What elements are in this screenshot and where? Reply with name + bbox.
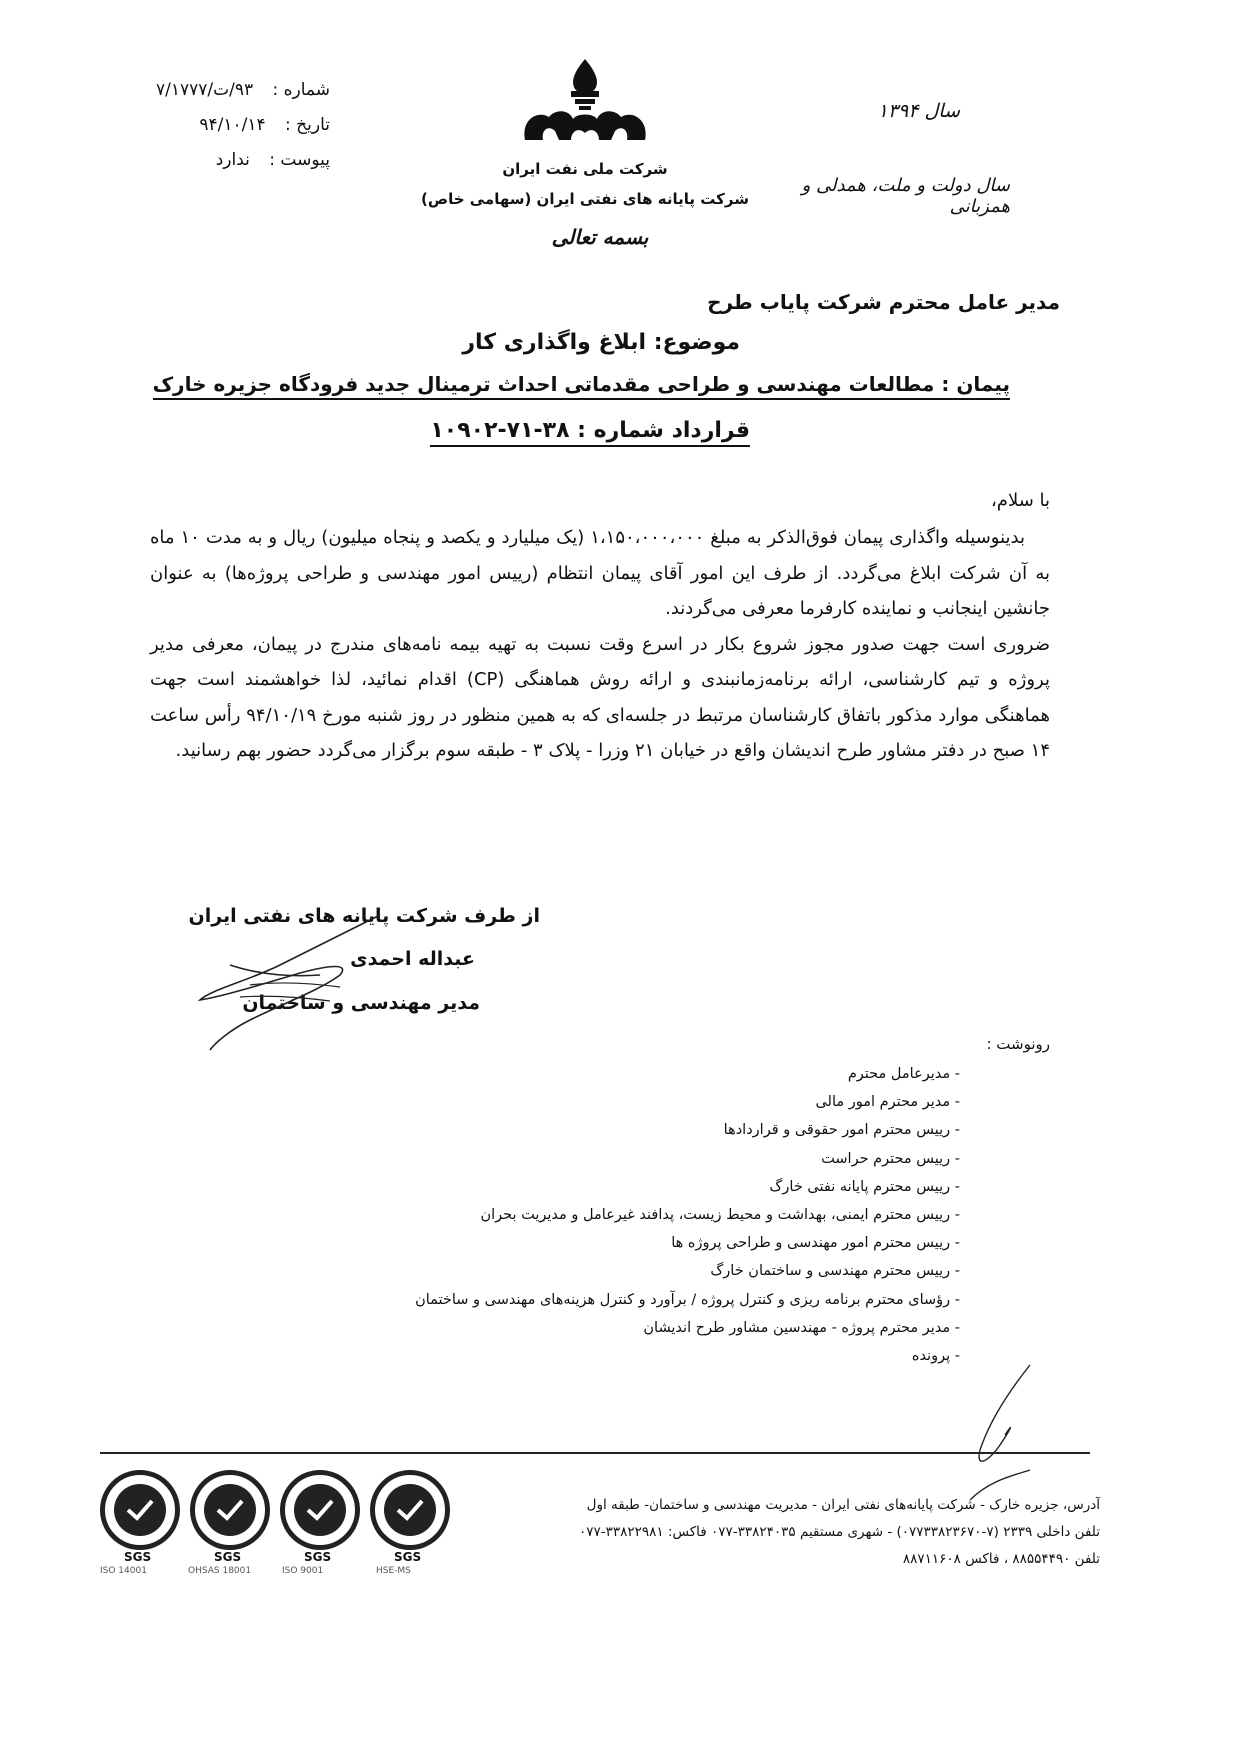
cc-list bbox=[300, 1060, 960, 1370]
nioc-logo bbox=[515, 55, 655, 150]
year-label: سال ۱۳۹۴ bbox=[877, 100, 960, 122]
contract-number: قرارداد شماره : ۳۸-۷۱-۱۰۹۰۲ bbox=[430, 418, 750, 447]
body-paragraph: ضروری است جهت صدور مجوز شروع بکار در اسرع وقت نسبت به تهیه بیمه نامه‌های مندرج در پیمان، معرفی مدیر پروژه و تیم کارشناسی، ارائه برنامه‌زمانبندی و ارائه روش هماهنگی (CP) اقدام نمائید، لذا خواهشمند است جهت هماهنگی موارد مذکور باتفاق کارشناسان مرتبط در جلسه‌ای که به همین منظور در روز شنبه مورخ ۹۴/۱۰/۱۹ رأس ساعت ۱۴ صبح در دفتر مشاور طرح اندیشان واقع در خیابان ۲۱ وزرا - پلاک ۳ - طبقه سوم برگزار می‌گردد حضور بهم رسانید. bbox=[150, 633, 1050, 761]
initials-icon bbox=[960, 1360, 1040, 1510]
contract-number-wrap bbox=[430, 418, 750, 443]
checkmark-icon bbox=[125, 1498, 155, 1522]
cc-item: - رییس محترم مهندسی و ساختمان خارگ bbox=[300, 1257, 960, 1285]
cert-code: OHSAS 18001 bbox=[188, 1566, 252, 1576]
recipient: مدیر عامل محترم شرکت پایاب طرح bbox=[707, 290, 1060, 314]
cert-label: SGS bbox=[124, 1550, 152, 1564]
letter-date-label: تاریخ : bbox=[285, 115, 330, 135]
cc-item: - رییس محترم ایمنی، بهداشت و محیط زیست، پدافند غیرعامل و مدیریت بحران bbox=[300, 1201, 960, 1229]
cc-item: - مدیر محترم امور مالی bbox=[300, 1088, 960, 1116]
company-name: شرکت ملی نفت ایران bbox=[502, 160, 668, 178]
letter-date-value: ۹۴/۱۰/۱۴ bbox=[199, 115, 266, 135]
certifications bbox=[100, 1470, 460, 1580]
footer-address: آدرس، جزیره خارک - شرکت پایانه‌های نفتی ایران - مدیریت مهندسی و ساختمان- طبقه اول bbox=[586, 1497, 1100, 1513]
footer-tehran: تلفن ۸۸۵۵۴۴۹۰ ، فاکس ۸۸۷۱۱۶۰۸ bbox=[902, 1551, 1100, 1567]
signature-name: عبداله احمدی bbox=[350, 948, 475, 970]
cert-label: SGS bbox=[394, 1550, 422, 1564]
letter-body bbox=[150, 520, 1050, 769]
cc-item: - رییس محترم امور حقوقی و قراردادها bbox=[300, 1116, 960, 1144]
cert-badge bbox=[190, 1470, 270, 1550]
cc-item: - مدیرعامل محترم bbox=[300, 1060, 960, 1088]
letter-attachment-value: ندارد bbox=[215, 150, 250, 170]
cert-label: SGS bbox=[304, 1550, 332, 1564]
contract-title: پیمان : مطالعات مهندسی و طراحی مقدماتی احداث ترمینال جدید فرودگاه جزیره خارک bbox=[153, 372, 1010, 400]
letter-number-value: ۹۳/ت/۷/۱۷۷۷ bbox=[155, 80, 254, 100]
bismillah: بسمه تعالی bbox=[551, 225, 649, 249]
year-slogan: سال دولت و ملت، همدلی و همزبانی bbox=[801, 175, 1010, 217]
letter-number bbox=[150, 80, 330, 100]
greeting: با سلام، bbox=[991, 490, 1050, 511]
cc-item: - رییس محترم پایانه نفتی خارگ bbox=[300, 1173, 960, 1201]
cc-item: - مدیر محترم پروژه - مهندسین مشاور طرح اندیشان bbox=[300, 1314, 960, 1342]
checkmark-icon bbox=[215, 1498, 245, 1522]
footer-divider bbox=[100, 1452, 1090, 1454]
subject: موضوع: ابلاغ واگذاری کار bbox=[462, 330, 740, 355]
checkmark-icon bbox=[305, 1498, 335, 1522]
body-paragraph: بدینوسیله واگذاری پیمان فوق‌الذکر به مبلغ ۱،۱۵۰،۰۰۰،۰۰۰ (یک میلیارد و یکصد و پنجاه میلیون) ریال و به مدت ۱۰ ماه به آن شرکت ابلاغ می‌گردد. از طرف این امور آقای پیمان انتظام (رییس امور مهندسی و طراحی پروژه‌ها) به عنوان جانشین اینجانب و نماینده کارفرما معرفی می‌گردند. bbox=[150, 527, 1050, 619]
footer-phone: تلفن داخلی ۲۳۳۹ (۷-۰۷۷۳۳۸۲۳۶۷۰) - شهری مستقیم ۳۳۸۲۴۰۳۵-۰۷۷ فاکس: ۳۳۸۲۲۹۸۱-۰۷۷ bbox=[579, 1524, 1100, 1540]
nioc-logo-icon bbox=[515, 55, 655, 150]
cert-code: ISO 14001 bbox=[100, 1566, 147, 1576]
signature-scribble-icon bbox=[190, 905, 390, 1055]
cert-badge bbox=[370, 1470, 450, 1550]
letter-number-label: شماره : bbox=[272, 80, 330, 100]
handwritten-signature bbox=[190, 905, 390, 1055]
initials-scribble bbox=[960, 1360, 1040, 1510]
cert-code: HSE-MS bbox=[376, 1566, 411, 1576]
letter-attachment bbox=[150, 150, 330, 170]
cc-item: - رییس محترم حراست bbox=[300, 1145, 960, 1173]
signature-title: مدیر مهندسی و ساختمان bbox=[242, 992, 480, 1014]
cert-badge bbox=[100, 1470, 180, 1550]
cc-item: - پرونده bbox=[300, 1342, 960, 1370]
cc-item: - رییس محترم امور مهندسی و طراحی پروژه ها bbox=[300, 1229, 960, 1257]
checkmark-icon bbox=[395, 1498, 425, 1522]
cc-item: - رؤسای محترم برنامه ریزی و کنترل پروژه / برآورد و کنترل هزینه‌های مهندسی و ساختمان bbox=[300, 1286, 960, 1314]
cert-badge bbox=[280, 1470, 360, 1550]
contract-title-wrap bbox=[152, 372, 1010, 396]
signature-from: از طرف شرکت پایانه های نفتی ایران bbox=[188, 905, 540, 927]
cert-label: SGS bbox=[214, 1550, 242, 1564]
cert-code: ISO 9001 bbox=[282, 1566, 324, 1576]
letter-date bbox=[150, 115, 330, 135]
cc-title: رونوشت : bbox=[986, 1035, 1050, 1053]
letter-attachment-label: پیوست : bbox=[269, 150, 330, 170]
subsidiary-name: شرکت پایانه های نفتی ایران (سهامی خاص) bbox=[421, 190, 749, 208]
